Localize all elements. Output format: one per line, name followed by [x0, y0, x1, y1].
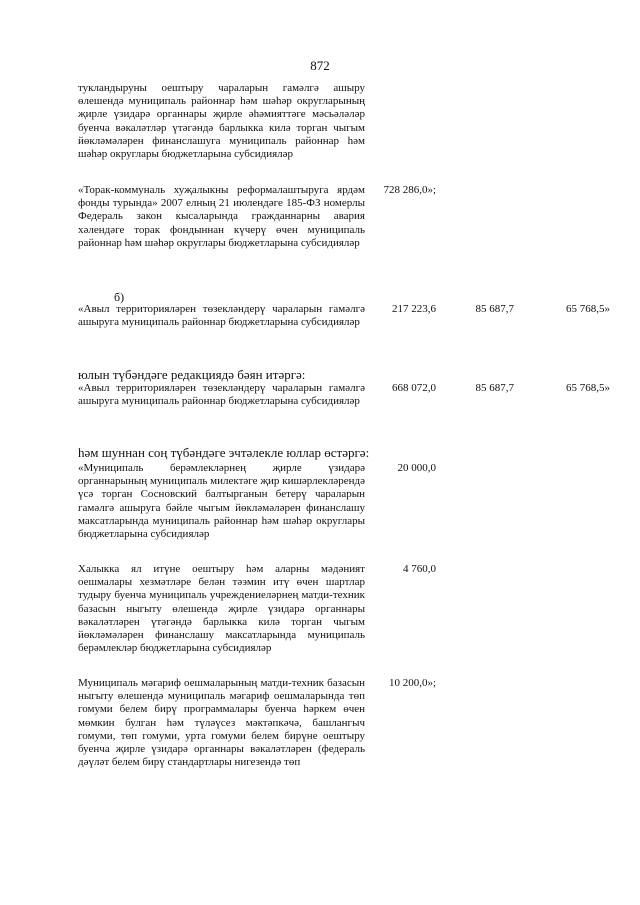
continuation-paragraph: тукландыруны оештыру чараларын гамәлгә ашыру өлешендә муниципаль районнар һәм шәһәр округларының җирле үзидарә органнары җирле әһәмияттәге мәсьәләләр буенча вәкаләтләр үтәгәндә барлыкка килә торган чыгым йөкләмәләрен финанслашуга муниципаль районнар һәм шәһәр округлары бюджетларына субсидияләр: [78, 82, 365, 161]
item-b-new-value-1: 668 072,0: [392, 382, 436, 394]
continuation-text: [78, 82, 365, 161]
item-b-value-1: 217 223,6: [392, 303, 436, 315]
new-row-1-text: [78, 462, 365, 541]
new-row-2-value: 4 760,0: [403, 563, 436, 575]
page-number: 872: [310, 58, 330, 73]
torak-text: [78, 184, 365, 250]
new-row-1-paragraph: «Муниципаль берәмлекләрнең җирле үзидарә органнарының муниципаль милектәге җир кишәрлекләрендә үсә торган Сосновский балтырганын бетерү чараларын гамәлгә ашыруга бәйле чыгым йөкләмәләрен финанслашу максатларында муниципаль районнар һәм шәһәр округлары бюджетларына субсидияләр: [78, 462, 365, 541]
item-b-paragraph: «Авыл территорияләрен төзеклəндерү чараларын гамәлгә ашыруга муниципаль районнар бюджетларына субсидияләр: [78, 303, 365, 329]
new-row-3-text: [78, 677, 365, 769]
heading-add: һәм шуннан соң түбәндәге эчтәлекле юллар өстәргә:: [78, 445, 370, 460]
new-row-2-text: [78, 563, 365, 655]
item-b-new-paragraph: «Авыл территорияләрен төзеклəндерү чараларын гамәлгә ашыруга муниципаль районнар бюджетларына субсидияләр: [78, 382, 365, 408]
heading-replace: юлын түбәндәге редакциядә бәян итәргә:: [78, 367, 306, 382]
new-row-2-paragraph: Халыкка ял итүне оештыру һәм аларны мәдәният оешмалары хезмәтләре белән тәэмин итү өчен шартлар тудыру буенча муниципаль учреждениеләрнең матди-техник базасын ныгыту өлешендә җирле үзидарә органнары вәкаләтләрен үтәгәндә барлыкка килә торган чыгым йөкләмәләрен финанслашу максатларында муниципаль берәмлекләр бюджетларына субсидияләр: [78, 563, 365, 655]
item-b-new-value-3: 65 768,5»: [566, 382, 610, 394]
item-b-text: [78, 303, 365, 329]
torak-paragraph: «Торак-коммуналь хуҗалыкны реформалаштыруга ярдәм фонды турында» 2007 елның 21 июлендәге 185-ФЗ номерлы Федераль закон кысаларында гражданнарны авария хәлендәге торак фондыннан күчерү өчен муниципаль районнар һәм шәһәр округлары бюджетларына субсидияләр: [78, 184, 365, 249]
item-b-value-2: 85 687,7: [475, 303, 514, 315]
new-row-3-paragraph: Муниципаль мәгариф оешмаларының матди-техник базасын ныгыту өлешендә муниципаль мәгариф оешмаларында төп гомуми белем бирү программалары буенча һәркем өчен мөмкин булган һәм түләүсез мәктәпкәчә, башлангыч гомуми, төп гомуми, урта гомуми белем бирүне оештыру буенча җирле үзидарә органнары вәкаләтләрен (федераль дәүләт белем бирү стандартлары нигезендә төп: [78, 677, 365, 769]
item-b-new-value-2: 85 687,7: [475, 382, 514, 394]
new-row-3-value: 10 200,0»;: [388, 677, 436, 689]
item-b-value-3: 65 768,5»: [566, 303, 610, 315]
item-b-marker: б): [114, 290, 125, 304]
torak-value: 728 286,0»;: [383, 184, 436, 196]
item-b-new-text: [78, 382, 365, 408]
new-row-1-value: 20 000,0: [397, 462, 436, 474]
